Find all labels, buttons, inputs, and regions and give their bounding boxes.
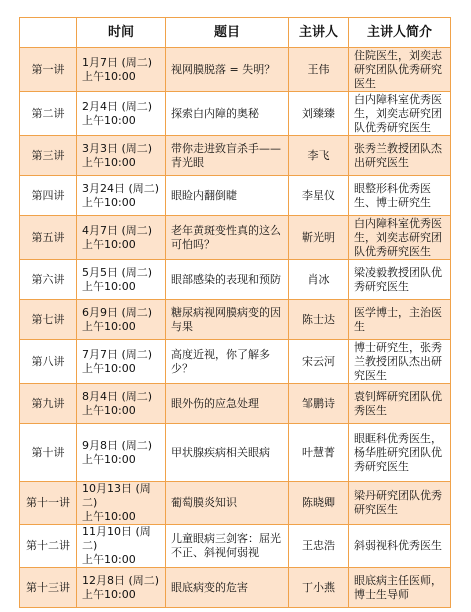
lecture-number: 第七讲 [31, 312, 65, 326]
title-cell [166, 260, 289, 300]
lecture-date: 7月7日 (周二) [82, 347, 153, 361]
lecture-number: 第三讲 [31, 148, 65, 162]
speaker-bio: 眼整形科优秀医生、博士研究生 [354, 181, 431, 209]
header-row [20, 18, 451, 48]
lecture-title: 探索白内障的奥秘 [171, 106, 259, 120]
lecture-title: 甲状腺疾病相关眼病 [171, 445, 270, 459]
speaker-bio: 白内障科室优秀医生，刘奕志研究团队优秀研究医生 [354, 92, 442, 134]
lecture-title: 眼部感染的表现和预防 [171, 272, 281, 286]
lecture-date: 11月10日 (周二) [82, 525, 151, 552]
lecture-title: 老年黄斑变性真的这么可怕吗？ [171, 223, 281, 251]
speaker-name: 李飞 [307, 148, 330, 162]
speaker-cell [289, 176, 349, 216]
title-cell [166, 92, 289, 136]
time-cell [77, 340, 166, 384]
bio-cell [349, 176, 451, 216]
speaker-cell [289, 424, 349, 482]
speaker-name: 邹鹏诗 [302, 396, 335, 410]
speaker-cell [289, 482, 349, 525]
speaker-cell [289, 48, 349, 92]
lecture-cell [20, 92, 77, 136]
lecture-title: 儿童眼病三剑客：屈光不正、斜视何弱视 [171, 532, 281, 559]
speaker-bio: 斜弱视科优秀医生 [354, 539, 442, 552]
lecture-time: 上午10:00 [82, 403, 136, 417]
lecture-date: 12月8日 (周二) [82, 573, 160, 587]
title-cell [166, 176, 289, 216]
lecture-date: 3月3日 (周二) [82, 141, 153, 155]
table-row [20, 176, 451, 216]
bio-cell [349, 48, 451, 92]
lecture-cell [20, 136, 77, 176]
speaker-cell [289, 568, 349, 608]
lecture-date: 6月9日 (周二) [82, 305, 153, 319]
schedule-body [20, 48, 451, 608]
title-cell [166, 216, 289, 260]
speaker-name: 丁小燕 [302, 580, 335, 594]
speaker-bio: 住院医生，刘奕志研究团队优秀研究医生 [354, 48, 442, 90]
lecture-number: 第十三讲 [26, 580, 70, 594]
lecture-time: 上午10:00 [82, 155, 136, 169]
lecture-time: 上午10:00 [82, 452, 136, 466]
lecture-title: 眼外伤的应急处理 [171, 396, 259, 410]
speaker-cell [289, 525, 349, 568]
speaker-cell [289, 216, 349, 260]
title-cell [166, 48, 289, 92]
lecture-number: 第十讲 [31, 445, 65, 459]
lecture-cell [20, 384, 77, 424]
time-cell [77, 48, 166, 92]
title-cell [166, 340, 289, 384]
speaker-cell [289, 340, 349, 384]
bio-cell [349, 340, 451, 384]
lecture-number: 第一讲 [31, 62, 65, 76]
lecture-number: 第五讲 [31, 230, 65, 244]
lecture-time: 上午10:00 [82, 69, 136, 83]
speaker-name: 陈晓卿 [302, 496, 335, 509]
lecture-cell [20, 300, 77, 340]
lecture-number: 第十二讲 [26, 539, 70, 552]
lecture-date: 9月8日 (周二) [82, 438, 153, 452]
bio-cell [349, 300, 451, 340]
speaker-bio: 博士研究生，张秀兰教授团队杰出研究医生 [354, 340, 442, 382]
lecture-time: 上午10:00 [82, 195, 136, 209]
time-cell [77, 384, 166, 424]
title-cell [166, 482, 289, 525]
time-cell [77, 300, 166, 340]
table-row [20, 136, 451, 176]
speaker-name: 靳光明 [302, 230, 335, 244]
lecture-number: 第八讲 [31, 354, 65, 368]
speaker-cell [289, 136, 349, 176]
time-cell [77, 424, 166, 482]
speaker-name: 刘臻臻 [302, 106, 335, 120]
speaker-bio: 白内障科室优秀医生，刘奕志研究团队优秀研究医生 [354, 216, 442, 258]
header-title: 题目 [166, 18, 289, 48]
speaker-bio: 袁钊辉研究团队优秀医生 [354, 389, 442, 417]
speaker-name: 叶慧菁 [302, 445, 335, 459]
table-row [20, 216, 451, 260]
title-cell [166, 568, 289, 608]
table-row [20, 92, 451, 136]
lecture-schedule [19, 17, 451, 608]
header-speaker: 主讲人 [289, 18, 349, 48]
lecture-number: 第四讲 [31, 188, 65, 202]
lecture-title: 糖尿病视网膜病变的因与果 [171, 305, 281, 333]
title-cell [166, 136, 289, 176]
speaker-cell [289, 300, 349, 340]
time-cell [77, 136, 166, 176]
lecture-title: 眼底病变的危害 [171, 580, 248, 594]
time-cell [77, 482, 166, 525]
speaker-name: 肖冰 [307, 272, 330, 286]
lecture-date: 3月24日 (周二) [82, 181, 160, 195]
bio-cell [349, 482, 451, 525]
lecture-time: 上午10:00 [82, 553, 136, 566]
speaker-name: 宋云河 [302, 354, 335, 368]
lecture-date: 5月5日 (周二) [82, 265, 153, 279]
header-bio: 主讲人简介 [349, 18, 451, 48]
speaker-name: 李星仪 [302, 188, 335, 202]
lecture-cell [20, 216, 77, 260]
lecture-date: 10月13日 (周二) [82, 482, 151, 509]
lecture-title: 视网膜脱落 = 失明？ [171, 62, 276, 76]
lecture-title: 眼睑内翻倒睫 [171, 188, 237, 202]
speaker-bio: 梁丹研究团队优秀研究医生 [354, 489, 442, 516]
time-cell [77, 260, 166, 300]
bio-cell [349, 384, 451, 424]
lecture-cell [20, 176, 77, 216]
lecture-title: 高度近视，你了解多少？ [171, 347, 270, 375]
lecture-time: 上午10:00 [82, 319, 136, 333]
lecture-title: 带你走进致盲杀手——青光眼 [171, 141, 281, 169]
lecture-number: 第二讲 [31, 106, 65, 120]
lecture-cell [20, 260, 77, 300]
time-cell [77, 176, 166, 216]
lecture-title: 葡萄膜炎知识 [171, 496, 237, 509]
lecture-number: 第十一讲 [26, 496, 70, 509]
lecture-time: 上午10:00 [82, 361, 136, 375]
title-cell [166, 384, 289, 424]
bio-cell [349, 424, 451, 482]
bio-cell [349, 136, 451, 176]
schedule-table [19, 17, 451, 608]
header-lecture [20, 18, 77, 48]
time-cell [77, 92, 166, 136]
speaker-name: 王忠浩 [302, 539, 335, 552]
time-cell [77, 568, 166, 608]
lecture-cell [20, 525, 77, 568]
speaker-bio: 医学博士，主治医生 [354, 305, 442, 333]
bio-cell [349, 92, 451, 136]
speaker-bio: 梁凌毅教授团队优秀研究医生 [354, 265, 442, 293]
table-row [20, 340, 451, 384]
table-row [20, 260, 451, 300]
lecture-cell [20, 568, 77, 608]
bio-cell [349, 260, 451, 300]
lecture-date: 4月7日 (周二) [82, 223, 153, 237]
lecture-date: 8月4日 (周二) [82, 389, 153, 403]
table-row [20, 384, 451, 424]
speaker-name: 陈士达 [302, 312, 335, 326]
time-cell [77, 525, 166, 568]
lecture-cell [20, 424, 77, 482]
header-time: 时间 [77, 18, 166, 48]
lecture-number: 第九讲 [31, 396, 65, 410]
lecture-time: 上午10:00 [82, 587, 136, 601]
lecture-time: 上午10:00 [82, 113, 136, 127]
speaker-bio: 眼底病主任医师，博士生导师 [354, 573, 442, 601]
title-cell [166, 525, 289, 568]
speaker-bio: 眼眶科优秀医生，杨华胜研究团队优秀研究医生 [354, 431, 442, 473]
lecture-cell [20, 340, 77, 384]
speaker-cell [289, 260, 349, 300]
table-row [20, 525, 451, 568]
lecture-date: 2月4日 (周二) [82, 99, 153, 113]
time-cell [77, 216, 166, 260]
lecture-time: 上午10:00 [82, 510, 136, 523]
table-row [20, 300, 451, 340]
lecture-cell [20, 48, 77, 92]
bio-cell [349, 525, 451, 568]
lecture-number: 第六讲 [31, 272, 65, 286]
speaker-cell [289, 384, 349, 424]
table-row [20, 424, 451, 482]
bio-cell [349, 216, 451, 260]
table-row [20, 568, 451, 608]
table-row [20, 48, 451, 92]
lecture-date: 1月7日 (周二) [82, 55, 153, 69]
bio-cell [349, 568, 451, 608]
lecture-time: 上午10:00 [82, 237, 136, 251]
lecture-time: 上午10:00 [82, 279, 136, 293]
lecture-cell [20, 482, 77, 525]
table-row [20, 482, 451, 525]
title-cell [166, 300, 289, 340]
speaker-cell [289, 92, 349, 136]
title-cell [166, 424, 289, 482]
speaker-bio: 张秀兰教授团队杰出研究医生 [354, 141, 442, 169]
speaker-name: 王伟 [307, 62, 330, 76]
